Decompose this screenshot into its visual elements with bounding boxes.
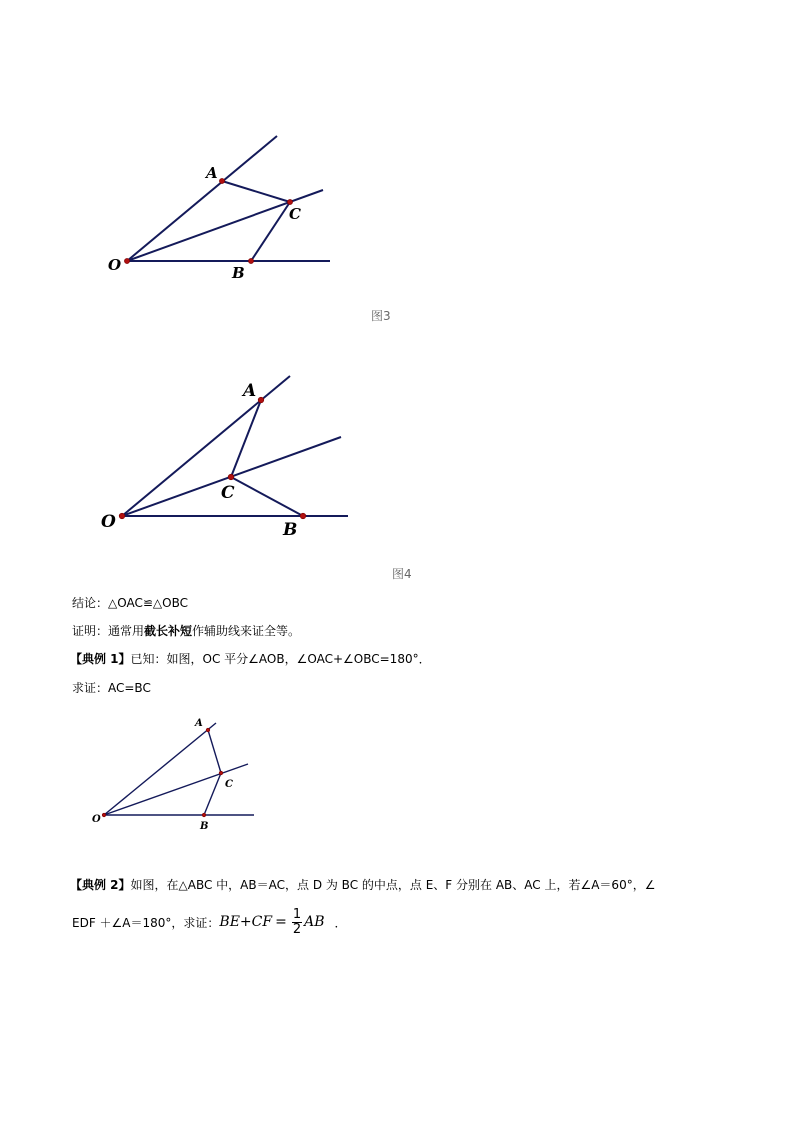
segment-ac — [208, 730, 221, 773]
label-b: B — [200, 821, 209, 832]
label-c: C — [225, 779, 233, 790]
proof-suffix: 作辅助线来证全等。 — [192, 624, 301, 638]
point-o — [102, 813, 106, 817]
math-lhs: BE+CF — [219, 914, 273, 930]
example-1-prove: 求证：AC=BC — [72, 681, 151, 695]
label-o: O — [92, 814, 101, 825]
example-2-line-1 — [70, 876, 655, 893]
math-rhs: AB — [304, 914, 325, 930]
label-a: A — [195, 718, 203, 729]
math-fraction — [292, 908, 302, 937]
label-a: A — [243, 381, 257, 401]
proof-prefix: 证明：通常用 — [72, 624, 145, 638]
figure-3-caption: 图3 — [371, 309, 391, 323]
conclusion-prefix: 结论： — [72, 596, 109, 610]
label-c: C — [289, 205, 301, 223]
label-b: B — [283, 520, 298, 540]
example-2-tail: ． — [334, 915, 347, 930]
example-1-tag: 【典例 1】 — [70, 652, 131, 666]
example-2-line-2-prefix: EDF ＋∠A＝180°，求证： — [72, 915, 220, 930]
frac-numerator: 1 — [292, 906, 302, 922]
example-2-text: 如图，在△ABC 中，AB＝AC，点 D 为 BC 的中点，点 E、F 分别在 AB、AC 上，若∠A＝60°，∠ — [130, 878, 656, 892]
ray-oa — [104, 723, 216, 815]
example-2-tag: 【典例 2】 — [70, 878, 131, 892]
frac-denominator: 2 — [292, 921, 302, 937]
label-c: C — [221, 483, 235, 503]
example-2-line-2 — [72, 904, 347, 940]
conclusion-text: △OAC≌△OBC — [108, 596, 188, 610]
point-a — [206, 728, 210, 732]
label-o: O — [101, 512, 116, 532]
label-b: B — [232, 264, 245, 282]
math-eq: = — [275, 914, 287, 930]
figure-4-caption: 图4 — [392, 567, 412, 581]
example-1-text: 已知：如图，OC 平分∠AOB，∠OAC+∠OBC=180°． — [130, 652, 431, 666]
label-o: O — [108, 256, 122, 274]
proof-bold: 截长补短 — [144, 624, 193, 638]
point-c — [219, 771, 223, 775]
label-a: A — [206, 164, 218, 182]
point-b — [202, 813, 206, 817]
